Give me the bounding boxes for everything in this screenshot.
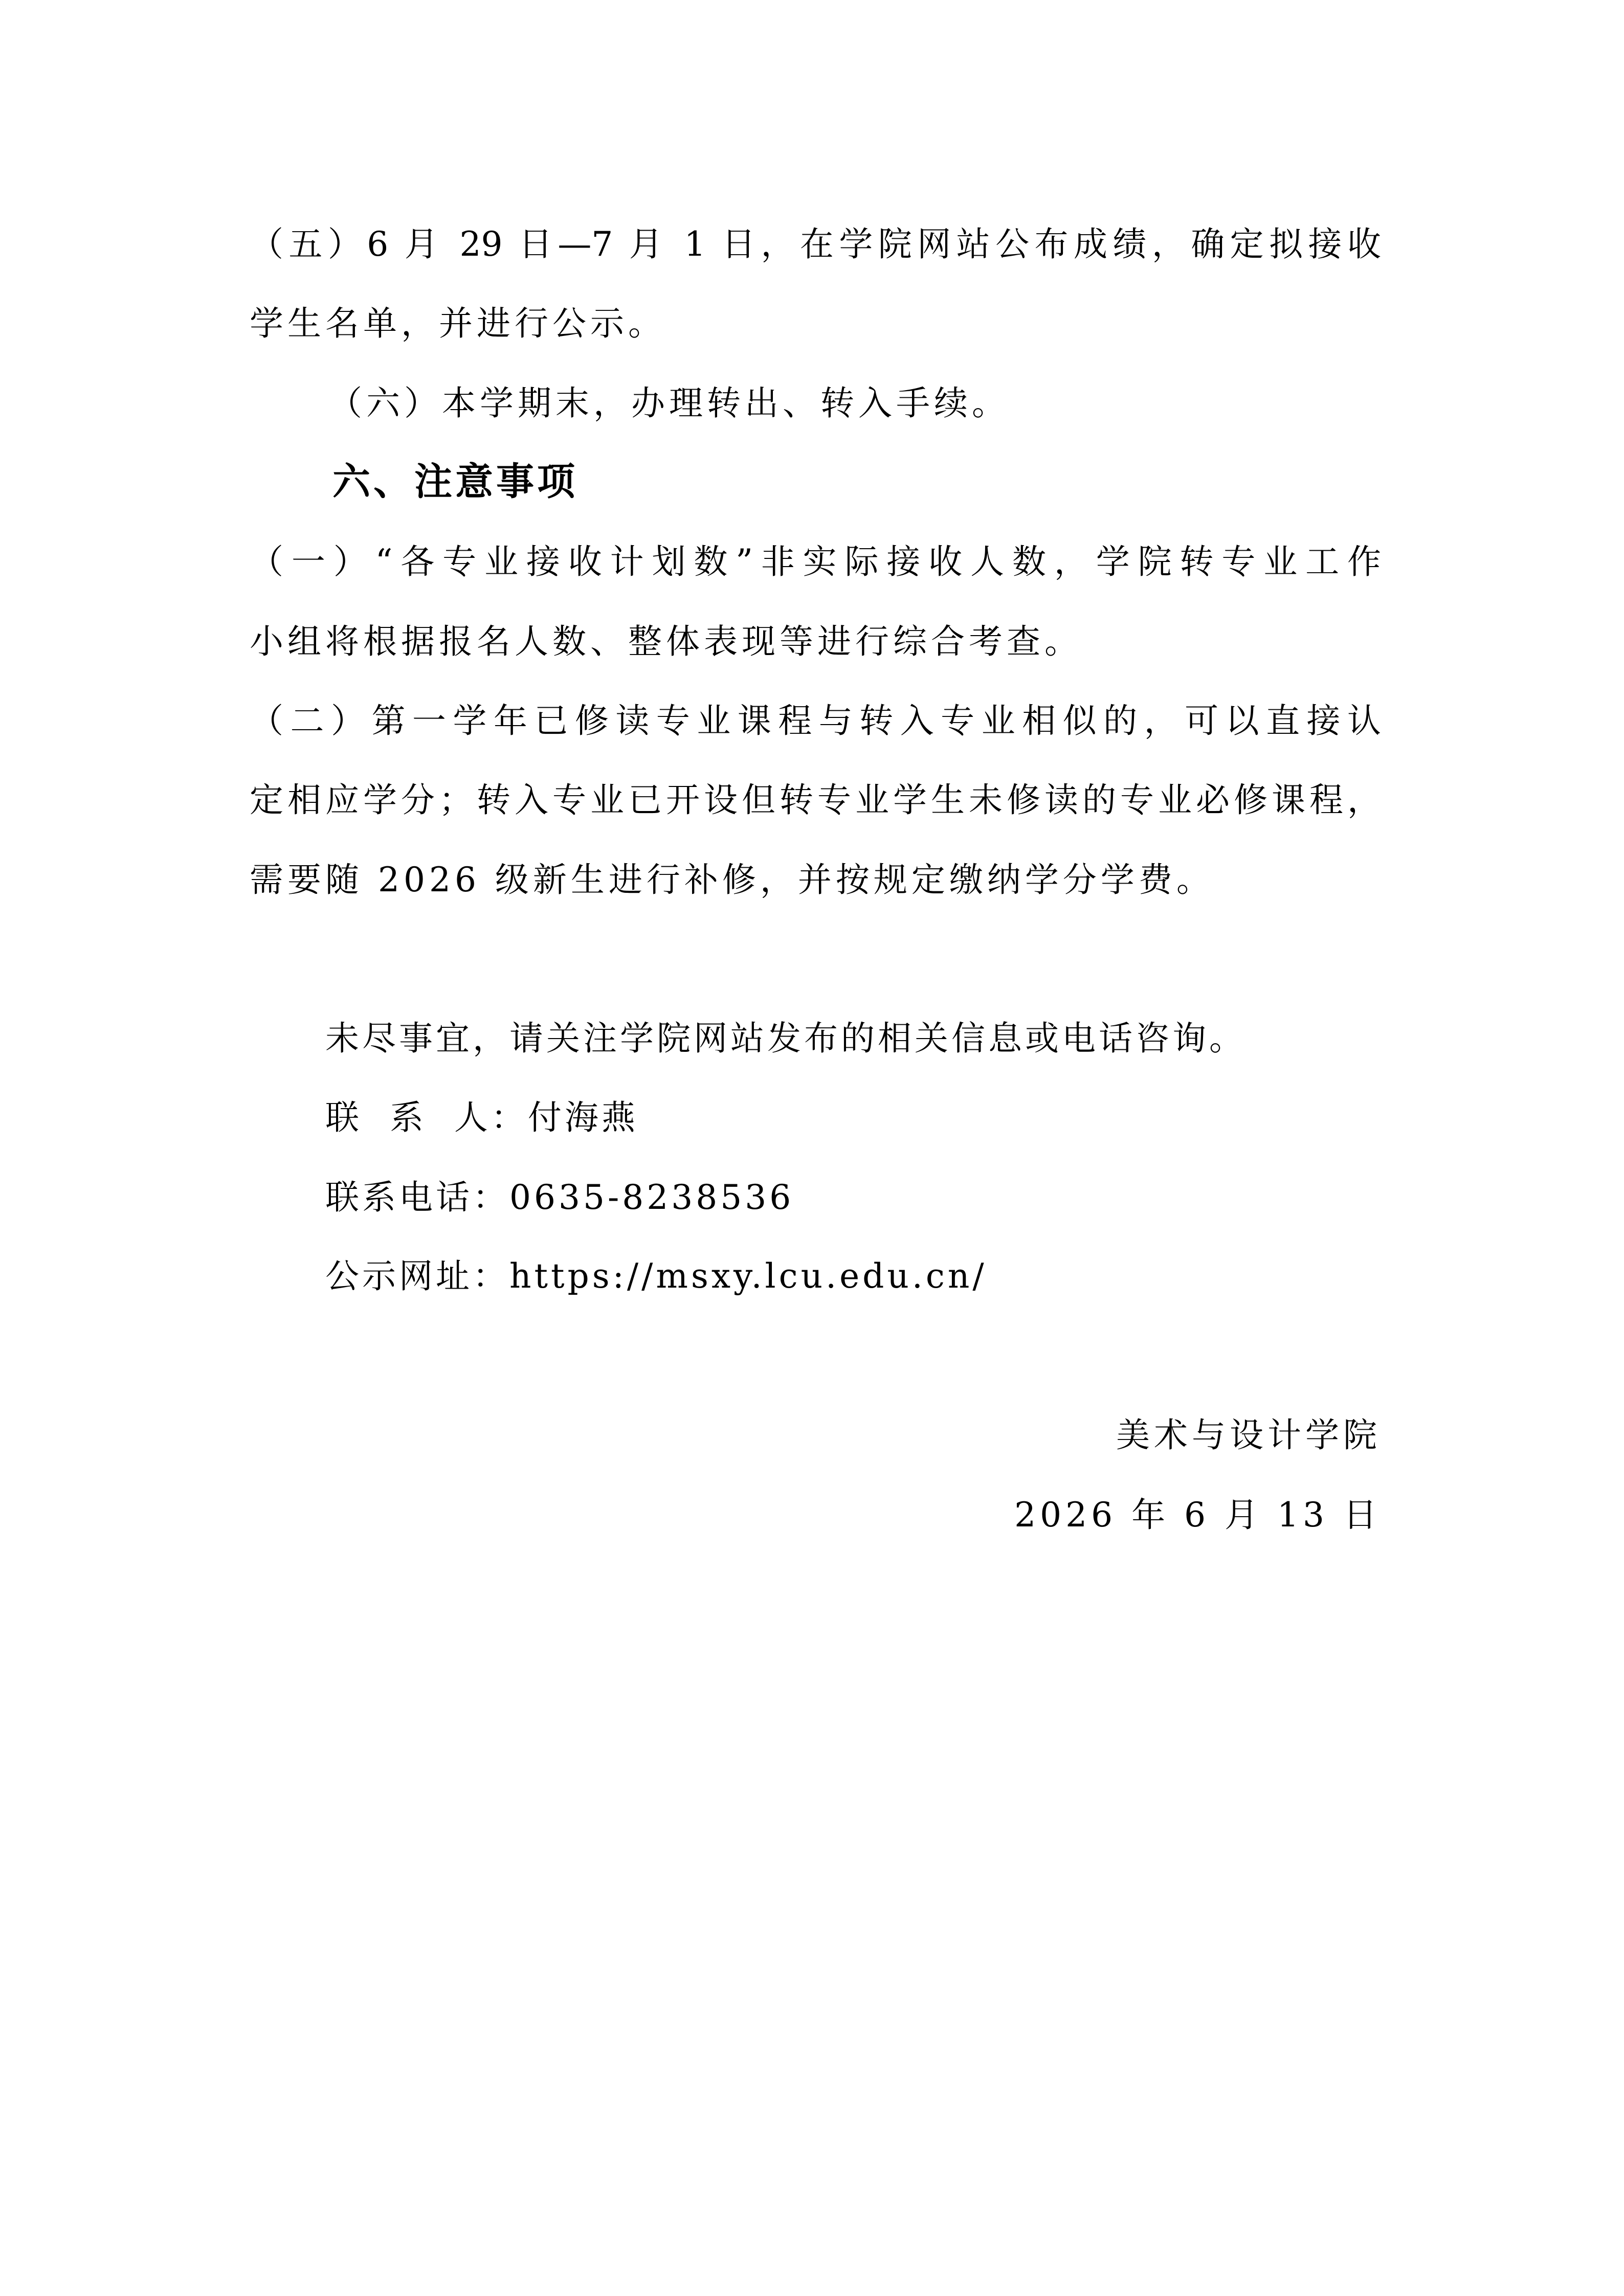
closing-note: 未尽事宜，请关注学院网站发布的相关信息或电话咨询。 [325, 1019, 1246, 1058]
note-2-line-3: 需要随 2026 级新生进行补修，并按规定缴纳学分学费。 [250, 860, 1214, 899]
section-heading: 六、注意事项 [332, 460, 578, 504]
note-2-line-2: 定相应学分；转入专业已开设但转专业学生未修读的专业必修课程， [250, 780, 1381, 820]
item-5-line-2: 学生名单，并进行公示。 [250, 304, 666, 343]
item-6: （六）本学期末，办理转出、转入手续。 [328, 384, 1010, 423]
note-1-line-1: （一）“各专业接收计划数”非实际接收人数，学院转专业工作 [250, 542, 1381, 581]
contact-person: 联 系 人：付海燕 [325, 1098, 638, 1137]
item-5-line-1: （五）6 月 29 日—7 月 1 日，在学院网站公布成绩，确定拟接收 [250, 224, 1381, 264]
note-2-line-1: （二）第一学年已修读专业课程与转入专业相似的，可以直接认 [250, 701, 1381, 740]
issuing-organization: 美术与设计学院 [1116, 1415, 1381, 1455]
issue-date: 2026 年 6 月 13 日 [1014, 1495, 1381, 1535]
note-1-line-2: 小组将根据报名人数、整体表现等进行综合考查。 [250, 622, 1082, 661]
contact-phone: 联系电话：0635-8238536 [325, 1178, 794, 1217]
public-website[interactable]: 公示网址：https://msxy.lcu.edu.cn/ [325, 1256, 987, 1296]
